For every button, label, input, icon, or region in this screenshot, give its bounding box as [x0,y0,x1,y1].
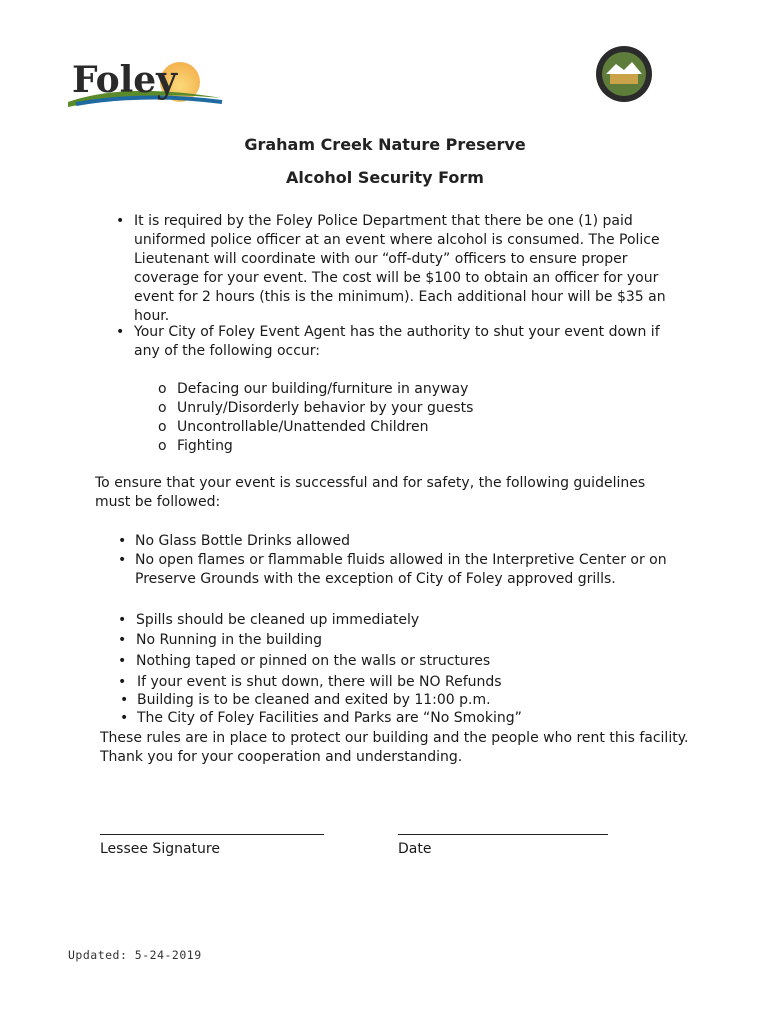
sub-bullet-marker: o [158,400,167,416]
lessee-signature-line[interactable] [100,834,324,835]
bullet-dot: • [118,533,127,549]
bullet-event-agent-authority: Your City of Foley Event Agent has the authority to shut your event down if any of the following occur: [134,324,660,359]
guideline-item: The City of Foley Facilities and Parks are “No Smoking” [137,710,522,726]
guideline-item: No Glass Bottle Drinks allowed [135,533,350,549]
sub-item: Fighting [177,438,233,454]
bullet-dot: • [118,653,127,669]
foley-logo [66,52,226,110]
sub-bullet-marker: o [158,438,167,454]
bullet-dot: • [118,612,127,628]
guideline-item: Nothing taped or pinned on the walls or structures [136,653,491,669]
sub-item: Uncontrollable/Unattended Children [177,419,429,435]
bullet-dot: • [118,552,127,568]
guideline-item: Spills should be cleaned up immediately [136,612,420,628]
bullet-dot: • [120,692,129,708]
graham-creek-seal [594,44,654,104]
document-subtitle: Alcohol Security Form [286,168,484,187]
guideline-item: No Running in the building [136,632,323,648]
guideline-item: If your event is shut down, there will be NO Refunds [137,674,502,690]
bullet-dot: • [116,213,125,229]
guidelines-intro: To ensure that your event is successful and for safety, the following guidelines must be followed: [95,475,646,510]
guideline-item: No open flames or flammable fluids allowed in the Interpretive Center or on Preserve Grounds with the exception of City of Foley approved grills. [135,552,667,587]
sub-bullet-marker: o [158,381,167,397]
bullet-police-requirement: It is required by the Foley Police Department that there be one (1) paid uniformed police officer at an event where alcohol is consumed. The Police Lieutenant will coordinate with our “off-duty” officers to ensure proper coverage for your event. The cost will be $100 to obtain an officer for your event for 2 hours (this is the minimum). Each additional hour will be $35 an hour. [134,213,666,324]
bullet-dot: • [120,710,129,726]
sub-item: Unruly/Disorderly behavior by your guests [177,400,474,416]
logo-wordmark: Foley [72,59,178,101]
lessee-signature-label: Lessee Signature [100,841,220,857]
bullet-dot: • [116,324,125,340]
closing-statement: These rules are in place to protect our building and the people who rent this facility. Thank you for your cooperation and understanding. [100,730,689,765]
sub-item: Defacing our building/furniture in anyway [177,381,469,397]
bullet-dot: • [118,674,127,690]
date-label: Date [398,841,432,857]
bullet-dot: • [118,632,127,648]
document-title: Graham Creek Nature Preserve [244,135,526,154]
updated-date: Updated: 5-24-2019 [68,948,202,962]
guideline-item: Building is to be cleaned and exited by 11:00 p.m. [137,692,491,708]
sub-bullet-marker: o [158,419,167,435]
date-signature-line[interactable] [398,834,608,835]
